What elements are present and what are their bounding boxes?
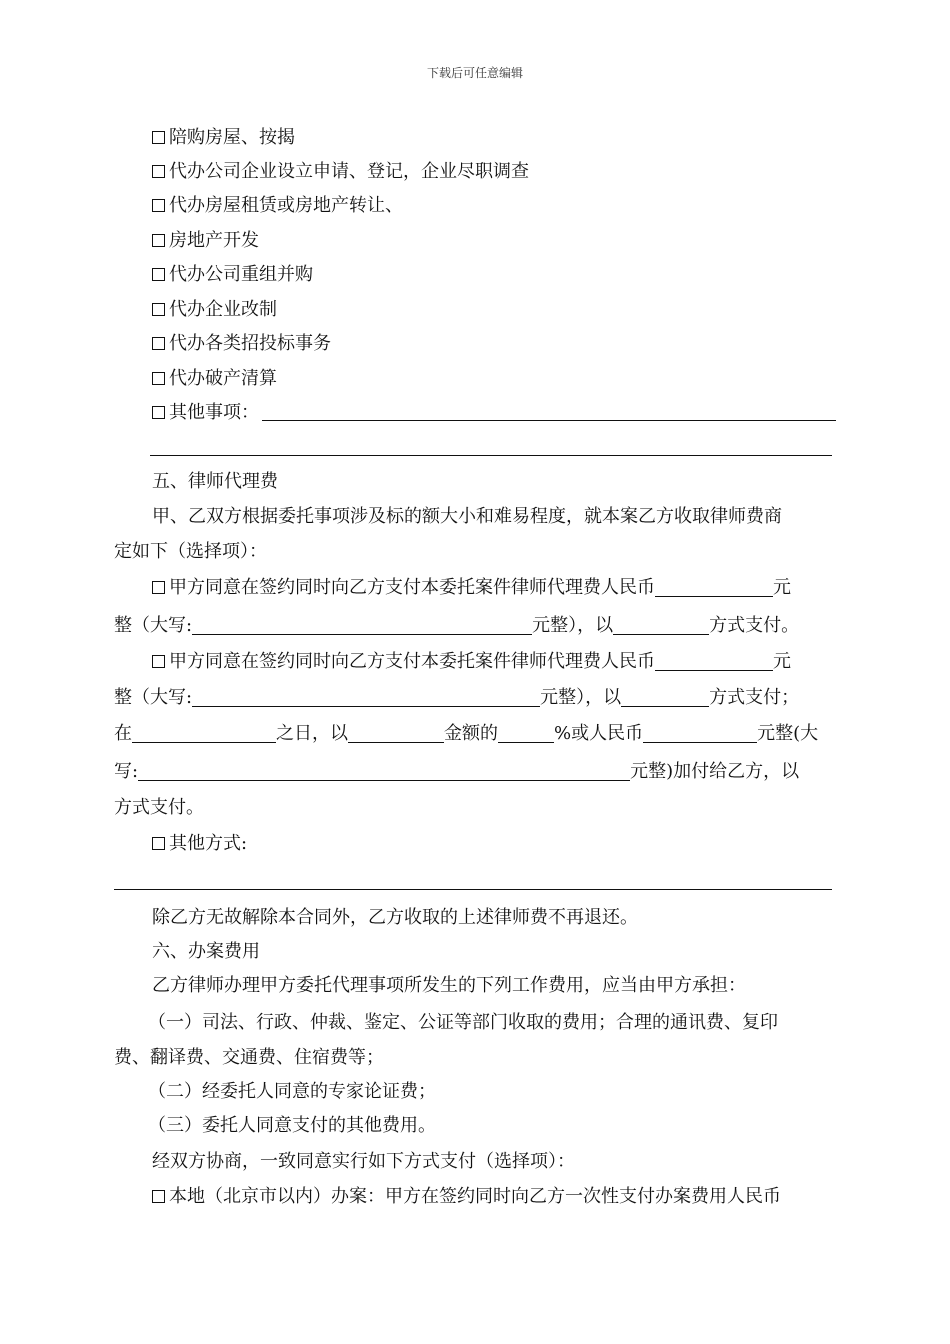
percent-blank[interactable] [498,724,554,743]
text: 元整），以 [540,687,622,708]
text: 甲方同意在签约同时向乙方支付本委托案件律师代理费人民币 [169,651,655,672]
fill-line[interactable] [262,420,836,421]
text: 元整(大 [757,723,819,744]
basis-blank[interactable] [348,724,444,743]
text: 方式支付。 [709,615,800,636]
option-label: 代办各类招投标事务 [169,333,331,354]
paragraph: 经双方协商，一致同意实行如下方式支付（选择项）： [152,1151,575,1172]
text: %或人民币 [554,723,644,744]
checkbox[interactable] [152,165,165,178]
option-label: 房地产开发 [169,230,259,251]
option-item [152,229,259,253]
text: 方式支付； [709,687,800,708]
text: 金额的 [444,723,498,744]
text: 元 [773,577,791,598]
amount-words-blank[interactable] [138,762,630,781]
fee-option-1-cont [114,614,799,638]
option-label: 代办公司重组并购 [169,264,313,285]
checkbox[interactable] [152,655,165,668]
option-label: 代办破产清算 [169,368,277,389]
list-item: （一）司法、行政、仲裁、鉴定、公证等部门收取的费用；合理的通讯费、复印 [148,1012,778,1033]
fee-option-2-cont [114,722,818,746]
fee-option-2 [152,650,791,674]
checkbox[interactable] [152,303,165,316]
paragraph: 定如下（选择项）： [114,541,267,562]
fee-option-2-cont: 方式支付。 [114,797,204,818]
option-item [152,263,313,287]
checkbox[interactable] [152,1190,165,1203]
text: 本地（北京市以内）办案：甲方在签约同时向乙方一次性支付办案费用人民币 [169,1186,781,1207]
fee-option-other [152,832,247,856]
text: 元整），以 [532,615,614,636]
checkbox[interactable] [152,199,165,212]
payment-method-blank[interactable] [621,688,709,707]
option-other-matters [152,401,259,425]
paragraph: 乙方律师办理甲方委托代理事项所发生的下列工作费用，应当由甲方承担： [152,975,746,996]
list-item-cont: 费、翻译费、交通费、住宿费等； [114,1047,384,1068]
checkbox[interactable] [152,581,165,594]
fee-option-1 [152,576,791,600]
text: 元整)加付给乙方，以 [630,761,800,782]
checkbox[interactable] [152,837,165,850]
option-item [152,367,277,391]
amount-blank[interactable] [643,724,757,743]
checkbox[interactable] [152,337,165,350]
section-6-title: 六、办案费用 [152,941,260,962]
option-label: 代办房屋租赁或房地产转让、 [169,195,403,216]
section-5-title: 五、律师代理费 [152,471,278,492]
text: 写: [114,761,139,782]
option-label: 代办公司企业设立申请、登记，企业尽职调查 [169,161,529,182]
text: 在 [114,723,132,744]
checkbox[interactable] [152,131,165,144]
text: 元 [773,651,791,672]
date-blank[interactable] [132,724,276,743]
option-label: 代办企业改制 [169,299,277,320]
option-item [152,126,295,150]
payment-option [152,1185,781,1209]
amount-words-blank[interactable] [192,616,532,635]
option-item [152,298,277,322]
paragraph: 甲、乙双方根据委托事项涉及标的额大小和难易程度，就本案乙方收取律师费商 [152,506,782,527]
option-item [152,160,529,184]
text: 之日，以 [276,723,348,744]
amount-words-blank[interactable] [192,688,540,707]
option-label: 陪购房屋、按揭 [169,127,295,148]
fee-option-2-cont [114,686,799,710]
option-item [152,332,331,356]
checkbox[interactable] [152,234,165,247]
text: 整（大写: [114,615,193,636]
text: 其他方式: [169,833,248,854]
checkbox[interactable] [152,268,165,281]
option-item [152,194,403,218]
list-item: （三）委托人同意支付的其他费用。 [148,1115,436,1136]
payment-method-blank[interactable] [613,616,709,635]
amount-blank[interactable] [655,652,773,671]
option-label: 其他事项： [169,402,259,423]
fee-option-2-cont [114,760,799,784]
checkbox[interactable] [152,372,165,385]
list-item: （二）经委托人同意的专家论证费； [148,1081,436,1102]
text: 整（大写: [114,687,193,708]
fill-line[interactable] [150,455,832,456]
amount-blank[interactable] [655,578,773,597]
checkbox[interactable] [152,406,165,419]
paragraph: 除乙方无故解除本合同外，乙方收取的上述律师费不再退还。 [152,907,638,928]
text: 甲方同意在签约同时向乙方支付本委托案件律师代理费人民币 [169,577,655,598]
page-header: 下载后可任意编辑 [426,66,523,80]
fill-line[interactable] [114,889,832,890]
